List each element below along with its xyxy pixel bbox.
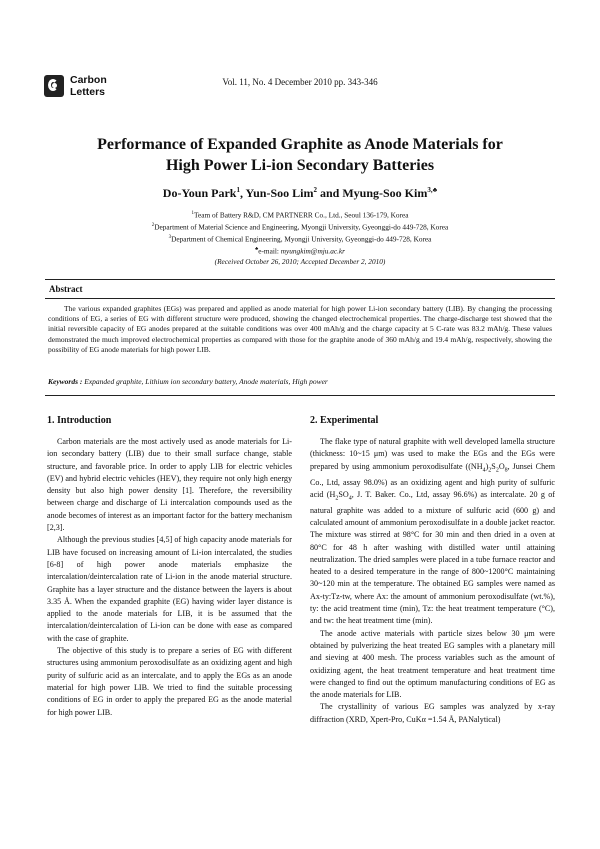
author-name: Yun-Soo Lim [245, 186, 314, 200]
affiliation [0, 233, 600, 245]
author-name: Myung-Soo Kim [342, 186, 428, 200]
abstract-body: The various expanded graphites (EGs) was prepared and applied as anode material for high power Li-ion secondary battery (LIB). By changing the processing conditions of EG, a series of EG with different structure were produced, showing the changed electrochemical properties. The charge-discharge test showed that the initial reversible capacity of EG anodes prepared at the suitable conditions was over 400 mAh/g and the charge capacity at 5 C-rate was 83.2 mAh/g. These values demonstrated the much improved electrochemical properties as compared with those for the graphite anode of 360 mAh/g and 19.4 mAh/g, respectively, showing the possibility of EG anode materials for high power LIB. [48, 304, 552, 354]
subscript: 4 [348, 495, 352, 502]
text-run: ) [485, 461, 489, 471]
email-address[interactable]: myungkim@mju.ac.kr [280, 246, 346, 256]
author-sup: 1 [236, 186, 240, 194]
affiliation [0, 221, 600, 233]
title-line-1: Performance of Expanded Graphite as Anode Materials for [97, 136, 503, 153]
introduction-heading: 1. Introduction [47, 415, 112, 426]
subscript: 4 [482, 467, 486, 474]
affiliation-text: Department of Chemical Engineering, Myongji University, Gyeonggi-do 449-728, Korea [171, 234, 432, 244]
affiliation-sup: 3 [168, 235, 172, 241]
paragraph: Although the previous studies [4,5] of high capacity anode materials for LIB have focused on increasing amount of Li-ion intercalated, the studies [6-8] of high power anode materials emphasize the intercalation/deintercalation rate of Li-ion in the anode material structure. Graphite has a layer structure and the distance between the layers is about 3.35 Å. When the expanded graphite (EG) having wider layer distance is applied to the anode materials for LIB, it is be assumed that the intercalation/deintercalation of Li-ion can be done with ease as compared with the case of graphite. [47, 535, 292, 643]
paragraph: Carbon materials are the most actively used as anode materials for Li-ion secondary battery (LIB) due to their small surface change, stable structure, and favorable price. In order to apply LIB for electric vehicles (EV) and hybrid electric vehicles (HEV), they require not only high energy density but also high power density [1]. Therefore, the reversibility between charge and discharge of Li intercalation compounds used as the anode becomes of interest as an important factor for the battery mechanism [2,3]. [47, 437, 292, 533]
author-name: Do-Youn Park [162, 186, 237, 200]
author-sup: 2 [313, 186, 317, 194]
affiliation-text: Department of Material Science and Engineering, Myongji University, Gyeonggi-do 449-728, Korea [154, 222, 449, 232]
experimental-heading: 2. Experimental [310, 415, 379, 426]
subscript: 2 [495, 467, 499, 474]
paper-title [60, 134, 540, 176]
keywords-label: Keywords : [48, 377, 83, 386]
subscript: 2 [488, 467, 492, 474]
abstract-section [45, 279, 555, 396]
right-column [310, 414, 555, 726]
paragraph: The crystallinity of various EG samples was analyzed by x-ray diffraction (XRD, Xpert-Pro, CuKα =1.54 Å, PANalytical) [310, 702, 555, 724]
subscript: 2 [335, 495, 339, 502]
affiliation-sup: 2 [151, 223, 155, 229]
paragraph: The objective of this study is to prepare a series of EG with different structures using ammonium peroxodisulfate as an oxidizing agent and high purity of sulfuric acid as an intercalate, and to apply the EGs as an anode material for high power LIB. We tried to find the suitable processing conditions of EG in order to apply the prepared EG as the anode material for high power LIB. [47, 646, 292, 717]
affiliations [0, 209, 600, 268]
text-run: O [498, 461, 505, 471]
email-mark: ♣ [254, 247, 259, 253]
author-sup: 3,♣ [427, 186, 438, 194]
title-line-2: High Power Li-ion Secondary Batteries [165, 157, 435, 174]
author-separator: , [239, 186, 246, 200]
text-run: The flake type of natural graphite with well developed lamella structure (thickness: 10~15 μm) was used to make the EGs and the EGs were prepared by using ammonium peroxodisulfate ((NH [310, 437, 555, 471]
abstract-heading: Abstract [49, 284, 83, 294]
keywords-text: Expanded graphite, Lithium ion secondary battery, Anode materials, High power [82, 377, 328, 386]
email-label: e-mail: [258, 246, 281, 256]
affiliation-sup: 1 [191, 211, 195, 216]
affiliation [0, 209, 600, 221]
text-run: S [491, 461, 496, 471]
corresponding-email [0, 245, 600, 257]
received-dates: (Received October 26, 2010; Accepted December 2, 2010) [214, 257, 386, 267]
author-separator: and [316, 186, 343, 200]
journal-reference: Vol. 11, No. 4 December 2010 pp. 343-346 [222, 77, 378, 87]
subscript: 8 [504, 467, 508, 474]
abstract-divider [45, 298, 555, 299]
logo-line-1: Carbon [70, 74, 107, 86]
text-run: , J. T. Baker. Co., Ltd, assay 96.6%) as intercalate. 20 g of natural graphite was added to a mixture of sulfuric acid (600 g) and calculated amount of ammonium peroxodisulfate in a double jacket reactor. The mixture was stirred at 98°C for 30 min and then dried in a oven at 80°C for 48 h after washing with distilled water until attaining neutralization. The dried samples were placed in a tube furnace reactor and heated to a desired temperature in the range of 800~1200°C maintaining 30~120 min at the temperature. The obtained EG samples were named as Ax-ty:Tz-tw, where Ax: the amount of ammonium peroxodisulfate (wt.%), ty: the acid treatment time (min), Tz: the heat treatment temperature (°C), and tw: the heat treatment time (min). [310, 489, 555, 626]
paragraph: The anode active materials with particle sizes below 30 μm were obtained by pulverizing the heat treated EG samples with a planetary mill and sieving at 400 mesh. The process variables such as the amount of oxidizing agent, the heat treatment temperature and heat treatment time were changed to find out the optimum manufacturing conditions of EG as the anode materials for LIB. [310, 628, 555, 700]
left-column [47, 414, 292, 719]
affiliation-text: Team of Battery R&D, CM PARTNERR Co., Ltd., Seoul 136-179, Korea [194, 210, 409, 220]
logo-line-2: Letters [70, 86, 106, 98]
text-run: SO [338, 489, 349, 499]
paragraph [310, 436, 555, 628]
keywords [48, 377, 552, 386]
text-run: , Junsei Chem Co., Ltd, assay 98.0%) as an oxidizing agent and high purity of sulfuric acid (H [310, 461, 556, 499]
author-list [0, 186, 600, 201]
